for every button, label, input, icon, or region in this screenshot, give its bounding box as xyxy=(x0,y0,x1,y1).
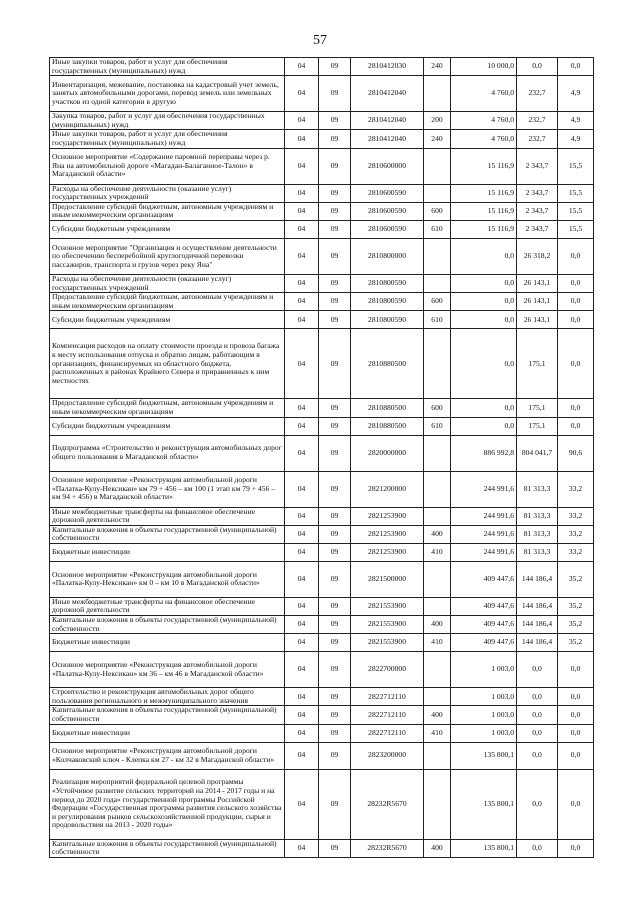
target-article-cell: 2821200000 xyxy=(351,471,424,507)
execution-percent-cell: 15,5 xyxy=(558,202,594,220)
planned-amount-cell: 1 003,0 xyxy=(451,688,517,706)
execution-percent-cell: 0,0 xyxy=(558,417,594,435)
subsection-code-cell: 09 xyxy=(319,184,351,202)
section-code-cell: 04 xyxy=(285,76,319,112)
execution-percent-cell: 0,0 xyxy=(558,58,594,76)
table-row xyxy=(50,274,594,292)
execution-percent-cell: 0,0 xyxy=(558,399,594,417)
planned-amount-cell: 135 800,1 xyxy=(451,839,517,857)
expense-name-cell: Реализация мероприятий федеральной целевой программы «Устойчивое развитие сельских территорий на 2014 - 2017 годы и на период до 2020 года» государственной программы Российской Федерации «Государственная программа развития сельского хозяйства и регулирования рынков сельскохозяйственной продукции, сырья и продовольствия на 2013 - 2020 годы» xyxy=(50,769,285,839)
expense-name-cell: Иные закупки товаров, работ и услуг для обеспечения государственных (муниципальных) нужд xyxy=(50,58,285,76)
expense-name-cell: Субсидии бюджетным учреждениям xyxy=(50,220,285,238)
subsection-code-cell: 09 xyxy=(319,220,351,238)
section-code-cell: 04 xyxy=(285,525,319,543)
expense-type-cell: 410 xyxy=(424,543,451,561)
actual-amount-cell: 0,0 xyxy=(517,688,558,706)
subsection-code-cell: 09 xyxy=(319,274,351,292)
execution-percent-cell: 0,0 xyxy=(558,274,594,292)
subsection-code-cell: 09 xyxy=(319,435,351,471)
section-code-cell: 04 xyxy=(285,130,319,148)
subsection-code-cell: 09 xyxy=(319,525,351,543)
subsection-code-cell: 09 xyxy=(319,688,351,706)
subsection-code-cell: 09 xyxy=(319,561,351,597)
planned-amount-cell: 0,0 xyxy=(451,238,517,274)
planned-amount-cell: 244 991,6 xyxy=(451,507,517,525)
expense-type-cell: 610 xyxy=(424,311,451,329)
actual-amount-cell: 144 186,4 xyxy=(517,561,558,597)
planned-amount-cell: 0,0 xyxy=(451,293,517,311)
target-article-cell: 2822700000 xyxy=(351,652,424,688)
section-code-cell: 04 xyxy=(285,417,319,435)
table-row xyxy=(50,329,594,399)
section-code-cell: 04 xyxy=(285,184,319,202)
table-row xyxy=(50,706,594,724)
planned-amount-cell: 0,0 xyxy=(451,311,517,329)
expense-name-cell: Основное мероприятие «Реконструкция автомобильной дороги «Колчаковский ключ - Клепка км 27 - км 32 в Магаданской области» xyxy=(50,742,285,769)
expense-type-cell xyxy=(424,435,451,471)
table-row xyxy=(50,742,594,769)
planned-amount-cell: 15 116,9 xyxy=(451,184,517,202)
planned-amount-cell: 135 800,1 xyxy=(451,769,517,839)
target-article-cell: 2810600590 xyxy=(351,220,424,238)
expense-type-cell: 240 xyxy=(424,58,451,76)
target-article-cell: 2821553900 xyxy=(351,597,424,615)
execution-percent-cell: 33,2 xyxy=(558,471,594,507)
expense-type-cell xyxy=(424,688,451,706)
section-code-cell: 04 xyxy=(285,471,319,507)
expense-name-cell: Бюджетные инвестиции xyxy=(50,543,285,561)
actual-amount-cell: 804 041,7 xyxy=(517,435,558,471)
subsection-code-cell: 09 xyxy=(319,652,351,688)
planned-amount-cell: 0,0 xyxy=(451,399,517,417)
section-code-cell: 04 xyxy=(285,769,319,839)
execution-percent-cell: 0,0 xyxy=(558,311,594,329)
expense-type-cell xyxy=(424,274,451,292)
table-row xyxy=(50,724,594,742)
expense-type-cell xyxy=(424,238,451,274)
expense-type-cell: 600 xyxy=(424,293,451,311)
expense-name-cell: Капитальные вложения в объекты государственной (муниципальной) собственности xyxy=(50,525,285,543)
section-code-cell: 04 xyxy=(285,616,319,634)
target-article-cell: 2822712110 xyxy=(351,724,424,742)
table-row xyxy=(50,616,594,634)
expense-type-cell: 400 xyxy=(424,839,451,857)
section-code-cell: 04 xyxy=(285,839,319,857)
target-article-cell: 2821500000 xyxy=(351,561,424,597)
table-row xyxy=(50,471,594,507)
section-code-cell: 04 xyxy=(285,634,319,652)
actual-amount-cell: 144 186,4 xyxy=(517,597,558,615)
planned-amount-cell: 1 003,0 xyxy=(451,652,517,688)
planned-amount-cell: 15 116,9 xyxy=(451,220,517,238)
section-code-cell: 04 xyxy=(285,329,319,399)
planned-amount-cell: 1 003,0 xyxy=(451,706,517,724)
section-code-cell: 04 xyxy=(285,543,319,561)
section-code-cell: 04 xyxy=(285,561,319,597)
actual-amount-cell: 175,1 xyxy=(517,329,558,399)
execution-percent-cell: 15,5 xyxy=(558,220,594,238)
execution-percent-cell: 0,0 xyxy=(558,724,594,742)
target-article-cell: 2810412040 xyxy=(351,112,424,130)
execution-percent-cell: 35,2 xyxy=(558,597,594,615)
target-article-cell: 2810800590 xyxy=(351,293,424,311)
planned-amount-cell: 4 760,0 xyxy=(451,76,517,112)
expense-type-cell xyxy=(424,561,451,597)
expense-name-cell: Расходы на обеспечение деятельности (оказание услуг) государственных учреждений xyxy=(50,184,285,202)
execution-percent-cell: 33,2 xyxy=(558,507,594,525)
table-row xyxy=(50,769,594,839)
actual-amount-cell: 0,0 xyxy=(517,58,558,76)
target-article-cell: 28232R5670 xyxy=(351,839,424,857)
actual-amount-cell: 232,7 xyxy=(517,112,558,130)
expense-type-cell: 610 xyxy=(424,417,451,435)
section-code-cell: 04 xyxy=(285,220,319,238)
expense-type-cell xyxy=(424,471,451,507)
section-code-cell: 04 xyxy=(285,293,319,311)
target-article-cell: 2810800590 xyxy=(351,311,424,329)
actual-amount-cell: 26 318,2 xyxy=(517,238,558,274)
table-row xyxy=(50,597,594,615)
execution-percent-cell: 0,0 xyxy=(558,652,594,688)
section-code-cell: 04 xyxy=(285,399,319,417)
target-article-cell: 2810412040 xyxy=(351,76,424,112)
expense-name-cell: Иные межбюджетные трансферты на финансовое обеспечение дорожной деятельности xyxy=(50,597,285,615)
actual-amount-cell: 81 313,3 xyxy=(517,471,558,507)
table-row xyxy=(50,399,594,417)
target-article-cell: 2822712110 xyxy=(351,706,424,724)
expense-name-cell: Бюджетные инвестиции xyxy=(50,724,285,742)
actual-amount-cell: 144 186,4 xyxy=(517,616,558,634)
planned-amount-cell: 15 116,9 xyxy=(451,202,517,220)
section-code-cell: 04 xyxy=(285,58,319,76)
expense-name-cell: Субсидии бюджетным учреждениям xyxy=(50,417,285,435)
subsection-code-cell: 09 xyxy=(319,616,351,634)
subsection-code-cell: 09 xyxy=(319,148,351,184)
planned-amount-cell: 0,0 xyxy=(451,417,517,435)
expense-name-cell: Основное мероприятие «Реконструкция автомобильной дороги «Палатка-Кулу-Нексикан» км 0 – км 10 в Магаданской области» xyxy=(50,561,285,597)
expense-type-cell: 410 xyxy=(424,634,451,652)
target-article-cell: 2810600000 xyxy=(351,148,424,184)
expense-name-cell: Компенсация расходов на оплату стоимости проезда и провоза багажа к месту использования отпуска и обратно лицам, работающим в организациях, финансируемых из областного бюджета, расположенных в районах Крайнего Севера и приравненных к ним местностях xyxy=(50,329,285,399)
target-article-cell: 2821553900 xyxy=(351,616,424,634)
table-row xyxy=(50,238,594,274)
planned-amount-cell: 244 991,6 xyxy=(451,525,517,543)
execution-percent-cell: 35,2 xyxy=(558,616,594,634)
execution-percent-cell: 33,2 xyxy=(558,543,594,561)
budget-table xyxy=(49,57,594,858)
planned-amount-cell: 4 760,0 xyxy=(451,130,517,148)
expense-type-cell xyxy=(424,148,451,184)
actual-amount-cell: 81 313,3 xyxy=(517,507,558,525)
actual-amount-cell: 175,1 xyxy=(517,399,558,417)
expense-type-cell xyxy=(424,769,451,839)
expense-type-cell xyxy=(424,742,451,769)
actual-amount-cell: 26 143,1 xyxy=(517,274,558,292)
planned-amount-cell: 409 447,6 xyxy=(451,561,517,597)
section-code-cell: 04 xyxy=(285,706,319,724)
table-row xyxy=(50,293,594,311)
target-article-cell: 28232R5670 xyxy=(351,769,424,839)
expense-name-cell: Субсидии бюджетным учреждениям xyxy=(50,311,285,329)
planned-amount-cell: 15 116,9 xyxy=(451,148,517,184)
subsection-code-cell: 09 xyxy=(319,597,351,615)
planned-amount-cell: 244 991,6 xyxy=(451,471,517,507)
execution-percent-cell: 0,0 xyxy=(558,742,594,769)
subsection-code-cell: 09 xyxy=(319,293,351,311)
section-code-cell: 04 xyxy=(285,688,319,706)
planned-amount-cell: 409 447,6 xyxy=(451,597,517,615)
expense-name-cell: Предоставление субсидий бюджетным, автономным учреждениям и иным некоммерческим организациям xyxy=(50,202,285,220)
subsection-code-cell: 09 xyxy=(319,76,351,112)
target-article-cell: 2810800000 xyxy=(351,238,424,274)
subsection-code-cell: 09 xyxy=(319,329,351,399)
expense-type-cell: 400 xyxy=(424,706,451,724)
section-code-cell: 04 xyxy=(285,148,319,184)
actual-amount-cell: 175,1 xyxy=(517,417,558,435)
subsection-code-cell: 09 xyxy=(319,238,351,274)
subsection-code-cell: 09 xyxy=(319,202,351,220)
subsection-code-cell: 09 xyxy=(319,507,351,525)
planned-amount-cell: 135 800,1 xyxy=(451,742,517,769)
section-code-cell: 04 xyxy=(285,435,319,471)
table-row xyxy=(50,76,594,112)
subsection-code-cell: 09 xyxy=(319,130,351,148)
table-row xyxy=(50,112,594,130)
expense-name-cell: Основное мероприятие «Реконструкция автомобильной дороги «Палатка-Кулу-Нексикан» км 36 – км 46 в Магаданской области» xyxy=(50,652,285,688)
subsection-code-cell: 09 xyxy=(319,417,351,435)
section-code-cell: 04 xyxy=(285,507,319,525)
planned-amount-cell: 4 760,0 xyxy=(451,112,517,130)
table-row xyxy=(50,311,594,329)
execution-percent-cell: 90,6 xyxy=(558,435,594,471)
execution-percent-cell: 0,0 xyxy=(558,706,594,724)
planned-amount-cell: 10 000,0 xyxy=(451,58,517,76)
subsection-code-cell: 09 xyxy=(319,706,351,724)
section-code-cell: 04 xyxy=(285,724,319,742)
subsection-code-cell: 09 xyxy=(319,112,351,130)
target-article-cell: 2810600590 xyxy=(351,202,424,220)
actual-amount-cell: 26 143,1 xyxy=(517,293,558,311)
expense-type-cell: 400 xyxy=(424,525,451,543)
expense-name-cell: Подпрограмма «Строительство и реконструкция автомобильных дорог общего пользования в Магаданской области» xyxy=(50,435,285,471)
planned-amount-cell: 0,0 xyxy=(451,274,517,292)
planned-amount-cell: 409 447,6 xyxy=(451,616,517,634)
execution-percent-cell: 0,0 xyxy=(558,839,594,857)
table-row xyxy=(50,652,594,688)
target-article-cell: 2810880500 xyxy=(351,329,424,399)
actual-amount-cell: 2 343,7 xyxy=(517,184,558,202)
expense-name-cell: Иные закупки товаров, работ и услуг для обеспечения государственных (муниципальных) нужд xyxy=(50,130,285,148)
expense-name-cell: Расходы на обеспечение деятельности (оказание услуг) государственных учреждений xyxy=(50,274,285,292)
section-code-cell: 04 xyxy=(285,652,319,688)
table-row xyxy=(50,634,594,652)
expense-name-cell: Основное мероприятие «Реконструкция автомобильной дороги «Палатка-Кулу-Нексикан» км 79 + 456 – км 100 (1 этап км 79 + 456 – км 94 + 456) в Магаданской области» xyxy=(50,471,285,507)
target-article-cell: 2821553900 xyxy=(351,634,424,652)
execution-percent-cell: 15,5 xyxy=(558,148,594,184)
actual-amount-cell: 144 186,4 xyxy=(517,634,558,652)
table-row xyxy=(50,543,594,561)
actual-amount-cell: 2 343,7 xyxy=(517,148,558,184)
page-number: 57 xyxy=(313,33,327,48)
execution-percent-cell: 35,2 xyxy=(558,561,594,597)
target-article-cell: 2810880500 xyxy=(351,399,424,417)
actual-amount-cell: 232,7 xyxy=(517,130,558,148)
section-code-cell: 04 xyxy=(285,274,319,292)
table-row xyxy=(50,561,594,597)
target-article-cell: 2810412030 xyxy=(351,58,424,76)
actual-amount-cell: 0,0 xyxy=(517,724,558,742)
expense-type-cell xyxy=(424,652,451,688)
subsection-code-cell: 09 xyxy=(319,543,351,561)
expense-type-cell xyxy=(424,76,451,112)
target-article-cell: 2810800590 xyxy=(351,274,424,292)
actual-amount-cell: 2 343,7 xyxy=(517,220,558,238)
subsection-code-cell: 09 xyxy=(319,839,351,857)
table-row xyxy=(50,525,594,543)
actual-amount-cell: 0,0 xyxy=(517,769,558,839)
expense-type-cell: 600 xyxy=(424,399,451,417)
subsection-code-cell: 09 xyxy=(319,311,351,329)
planned-amount-cell: 0,0 xyxy=(451,329,517,399)
table-row xyxy=(50,184,594,202)
actual-amount-cell: 0,0 xyxy=(517,652,558,688)
table-row xyxy=(50,839,594,857)
expense-type-cell: 610 xyxy=(424,220,451,238)
table-row xyxy=(50,688,594,706)
section-code-cell: 04 xyxy=(285,112,319,130)
planned-amount-cell: 409 447,6 xyxy=(451,634,517,652)
subsection-code-cell: 09 xyxy=(319,769,351,839)
actual-amount-cell: 0,0 xyxy=(517,742,558,769)
expense-name-cell: Основное мероприятие «Содержание паромной переправы через р. Яна на автомобильной дороге «Магадан-Балаганное-Талон» в Магаданской области» xyxy=(50,148,285,184)
actual-amount-cell: 26 143,1 xyxy=(517,311,558,329)
target-article-cell: 2821253900 xyxy=(351,543,424,561)
expense-type-cell: 600 xyxy=(424,202,451,220)
expense-type-cell: 240 xyxy=(424,130,451,148)
target-article-cell: 2821253900 xyxy=(351,525,424,543)
execution-percent-cell: 0,0 xyxy=(558,688,594,706)
expense-name-cell: Предоставление субсидий бюджетным, автономным учреждениям и иным некоммерческим организациям xyxy=(50,293,285,311)
section-code-cell: 04 xyxy=(285,202,319,220)
table-row xyxy=(50,435,594,471)
actual-amount-cell: 2 343,7 xyxy=(517,202,558,220)
actual-amount-cell: 81 313,3 xyxy=(517,525,558,543)
actual-amount-cell: 0,0 xyxy=(517,839,558,857)
execution-percent-cell: 33,2 xyxy=(558,525,594,543)
table-row xyxy=(50,58,594,76)
expense-type-cell: 410 xyxy=(424,724,451,742)
target-article-cell: 2820000000 xyxy=(351,435,424,471)
expense-name-cell: Строительство и реконструкция автомобильных дорог общего пользования регионального и межмуниципального значения xyxy=(50,688,285,706)
table-row xyxy=(50,417,594,435)
expense-name-cell: Капитальные вложения в объекты государственной (муниципальной) собственности xyxy=(50,706,285,724)
expense-name-cell: Предоставление субсидий бюджетным, автономным учреждениям и иным некоммерческим организациям xyxy=(50,399,285,417)
actual-amount-cell: 0,0 xyxy=(517,706,558,724)
table-row xyxy=(50,202,594,220)
expense-type-cell xyxy=(424,184,451,202)
table-row xyxy=(50,220,594,238)
execution-percent-cell: 4,9 xyxy=(558,76,594,112)
expense-type-cell: 200 xyxy=(424,112,451,130)
execution-percent-cell: 15,5 xyxy=(558,184,594,202)
planned-amount-cell: 886 992,8 xyxy=(451,435,517,471)
expense-type-cell xyxy=(424,597,451,615)
expense-type-cell xyxy=(424,329,451,399)
expense-name-cell: Капитальные вложения в объекты государственной (муниципальной) собственности xyxy=(50,839,285,857)
expense-name-cell: Основное мероприятие "Организация и осуществление деятельности по обеспечению бесперебойной круглогодичной перевозки пассажиров, транспорта и грузов через реку Яна" xyxy=(50,238,285,274)
target-article-cell: 2821253900 xyxy=(351,507,424,525)
expense-name-cell: Закупка товаров, работ и услуг для обеспечения государственных (муниципальных) нужд xyxy=(50,112,285,130)
execution-percent-cell: 0,0 xyxy=(558,238,594,274)
execution-percent-cell: 0,0 xyxy=(558,769,594,839)
target-article-cell: 2810880500 xyxy=(351,417,424,435)
subsection-code-cell: 09 xyxy=(319,742,351,769)
actual-amount-cell: 232,7 xyxy=(517,76,558,112)
target-article-cell: 2810600590 xyxy=(351,184,424,202)
expense-type-cell xyxy=(424,507,451,525)
subsection-code-cell: 09 xyxy=(319,58,351,76)
section-code-cell: 04 xyxy=(285,311,319,329)
execution-percent-cell: 4,9 xyxy=(558,112,594,130)
table-row xyxy=(50,507,594,525)
execution-percent-cell: 0,0 xyxy=(558,329,594,399)
planned-amount-cell: 1 003,0 xyxy=(451,724,517,742)
execution-percent-cell: 4,9 xyxy=(558,130,594,148)
expense-name-cell: Иные межбюджетные трансферты на финансовое обеспечение дорожной деятельности xyxy=(50,507,285,525)
target-article-cell: 2810412040 xyxy=(351,130,424,148)
execution-percent-cell: 35,2 xyxy=(558,634,594,652)
expense-name-cell: Инвентаризация, межевание, постановка на кадастровый учет земель, занятых автомобильными дорогами, перевод земель или земельных участков из одной категории в другую xyxy=(50,76,285,112)
expense-type-cell: 400 xyxy=(424,616,451,634)
expense-name-cell: Бюджетные инвестиции xyxy=(50,634,285,652)
target-article-cell: 2822712110 xyxy=(351,688,424,706)
table-row xyxy=(50,130,594,148)
table-row xyxy=(50,148,594,184)
section-code-cell: 04 xyxy=(285,238,319,274)
section-code-cell: 04 xyxy=(285,742,319,769)
subsection-code-cell: 09 xyxy=(319,471,351,507)
subsection-code-cell: 09 xyxy=(319,399,351,417)
subsection-code-cell: 09 xyxy=(319,724,351,742)
planned-amount-cell: 244 991,6 xyxy=(451,543,517,561)
subsection-code-cell: 09 xyxy=(319,634,351,652)
execution-percent-cell: 0,0 xyxy=(558,293,594,311)
section-code-cell: 04 xyxy=(285,597,319,615)
actual-amount-cell: 81 313,3 xyxy=(517,543,558,561)
target-article-cell: 2823200000 xyxy=(351,742,424,769)
expense-name-cell: Капитальные вложения в объекты государственной (муниципальной) собственности xyxy=(50,616,285,634)
